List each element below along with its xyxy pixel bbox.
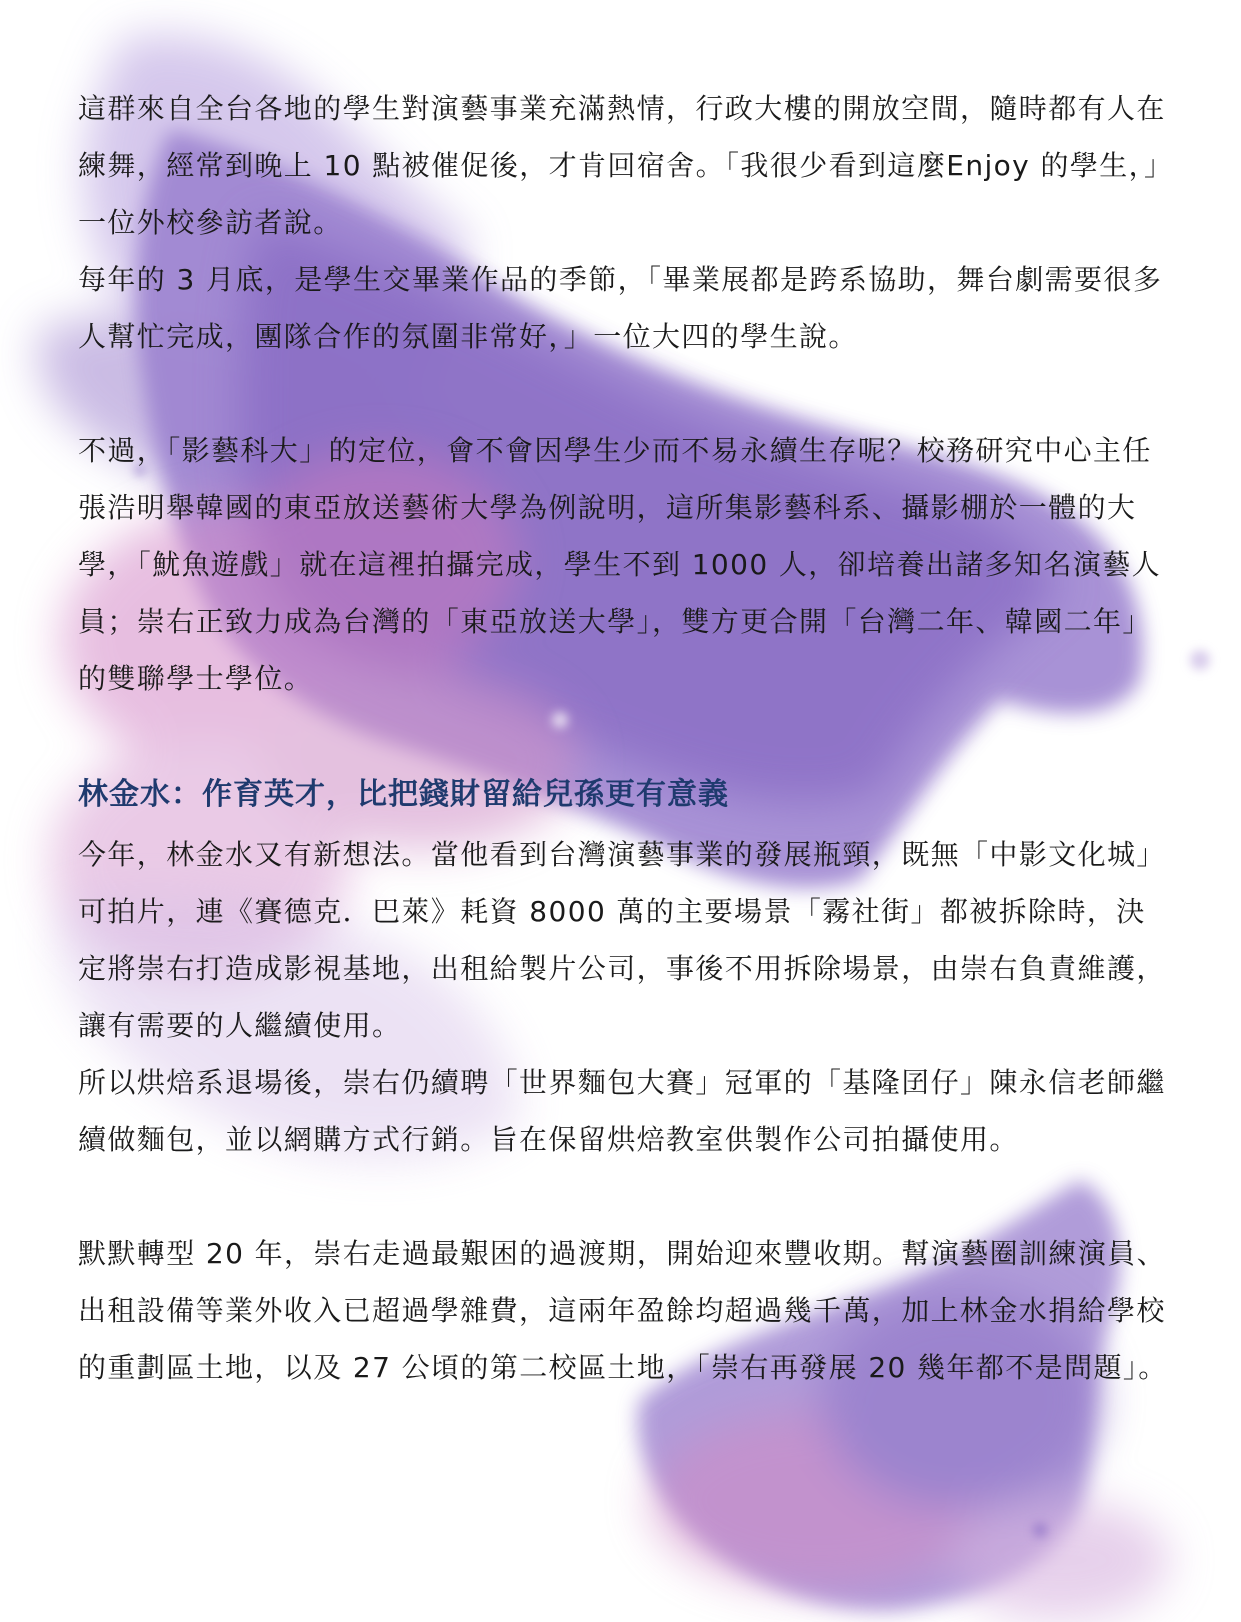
- paragraph-graduation-season: 每年的 3 月底，是學生交畢業作品的季節，「畢業展都是跨系協助，舞台劇需要很多人幫忙完成，團隊合作的氛圍非常好，」一位大四的學生說。: [78, 263, 1163, 353]
- paragraph-transformation: 默默轉型 20 年，崇右走過最艱困的過渡期，開始迎來豐收期。幫演藝圈訓練演員、出租設備等業外收入已超過學雜費，這兩年盈餘均超過幾千萬，加上林金水捐給學校的重劃區土地，以及 27 公頃的第二校區土地，「崇右再發展 20 幾年都不是問題」。: [78, 1237, 1168, 1384]
- paragraph-students-passion: 這群來自全台各地的學生對演藝事業充滿熱情，行政大樓的開放空間，隨時都有人在練舞，經常到晚上 10 點被催促後，才肯回宿舍。「我很少看到這麼Enjoy 的學生，」一位外校參訪者說。: [78, 92, 1166, 239]
- paragraph-film-base: 今年，林金水又有新想法。當他看到台灣演藝事業的發展瓶頸，既無「中影文化城」可拍片，連《賽德克．巴萊》耗資 8000 萬的主要場景「霧社街」都被拆除時，決定將崇右打造成影視基地，出租給製片公司，事後不用拆除場景，由崇右負責維護，讓有需要的人繼續使用。: [78, 838, 1166, 1042]
- paragraph-spacer: [78, 707, 1168, 764]
- paragraph-spacer: [78, 1168, 1168, 1225]
- paragraph-bakery: 所以烘焙系退場後，崇右仍續聘「世界麵包大賽」冠軍的「基隆囝仔」陳永信老師繼續做麵包，並以網購方式行銷。旨在保留烘焙教室供製作公司拍攝使用。: [78, 1066, 1166, 1156]
- article-body: [78, 80, 1168, 1396]
- paragraph-positioning: 不過，「影藝科大」的定位，會不會因學生少而不易永續生存呢？校務研究中心主任張浩明舉韓國的東亞放送藝術大學為例說明，這所集影藝科系、攝影棚於一體的大學，「魷魚遊戲」就在這裡拍攝完成，學生不到 1000 人，卻培養出諸多知名演藝人員；崇右正致力成為台灣的「東亞放送大學」，雙方更合開「台灣二年、韓國二年」的雙聯學士學位。: [78, 434, 1162, 695]
- section-heading: 林金水：作育英才，比把錢財留給兒孫更有意義: [78, 777, 729, 812]
- paragraph-spacer: [78, 365, 1168, 422]
